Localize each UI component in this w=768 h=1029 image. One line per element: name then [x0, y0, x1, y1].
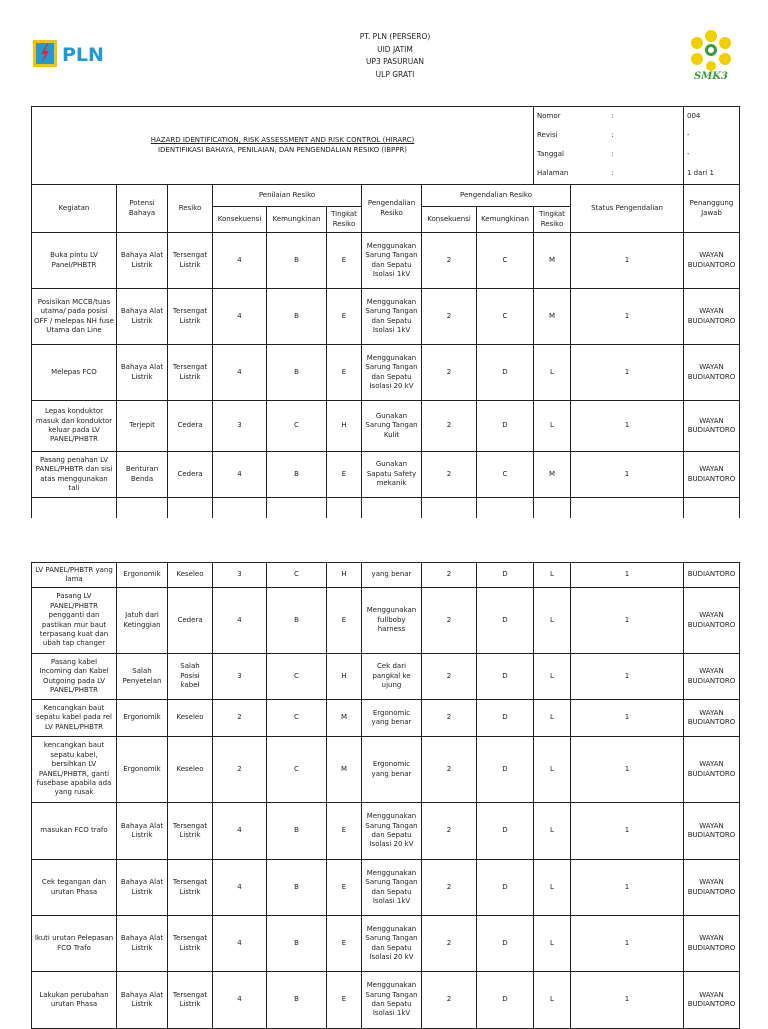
table-cell: 2 [422, 654, 477, 700]
table-cell: B [267, 345, 327, 401]
table-cell: Ergonomic yang benar [362, 737, 422, 803]
table-cell: 1 [571, 588, 684, 654]
table-cell: B [267, 588, 327, 654]
col-header-konsekuensi-2: Konsekuensi [422, 207, 477, 233]
table-cell: D [477, 803, 534, 860]
table-cell: 1 [571, 654, 684, 700]
table-cell: Salah Posisi kabel [168, 654, 213, 700]
table-cell: Lakukan perubahan urutan Phasa [32, 972, 117, 1029]
table-cell: Menggunakan Sarung Tangan dan Sepatu Isolasi 1kV [362, 289, 422, 345]
table-cell: Benturan Benda [117, 452, 168, 498]
table-cell: 1 [571, 803, 684, 860]
col-header-penilaian: Penilaian Resiko [213, 185, 362, 207]
table-cell: kencangkan baut sepatu kabel, bersihkan LV PANEL/PHBTR, ganti fusebase apabila ada yang rusak [32, 737, 117, 803]
table-cell: 2 [213, 700, 267, 737]
table-cell: WAYAN BUDIANTORO [684, 452, 740, 498]
table-cell: M [534, 233, 571, 289]
table-cell: D [477, 737, 534, 803]
table-cell: L [534, 654, 571, 700]
table-cell: B [267, 233, 327, 289]
table-cell: masukan FCO trafo [32, 803, 117, 860]
table-cell: Tersengat Listrik [168, 233, 213, 289]
table-cell: 2 [422, 588, 477, 654]
col-header-konsekuensi: Konsekuensi [213, 207, 267, 233]
table-cell: 1 [571, 289, 684, 345]
table-cell: Ergonomic yang benar [362, 700, 422, 737]
table-cell: M [534, 452, 571, 498]
table-cell: B [267, 452, 327, 498]
col-header-kemungkinan: Kemungkinan [267, 207, 327, 233]
table-cell: yang benar [362, 563, 422, 588]
table-cell: M [534, 289, 571, 345]
info-sep: : [611, 150, 614, 159]
table-cell: E [327, 916, 362, 972]
table-cell: Jatuh dari Ketinggian [117, 588, 168, 654]
table-cell: WAYAN BUDIANTORO [684, 401, 740, 452]
table-cell: 1 [571, 345, 684, 401]
table-row [32, 803, 740, 860]
table-cell: Tersengat Listrik [168, 289, 213, 345]
table-cell: Melepas FCO [32, 345, 117, 401]
table-row [32, 737, 740, 803]
table-cell: Tersengat Listrik [168, 916, 213, 972]
table-cell: 2 [422, 233, 477, 289]
table-cell: Ergonomik [117, 700, 168, 737]
table-cell: 3 [213, 654, 267, 700]
company-line: ULP GRATI [375, 69, 415, 79]
table-cell: Cedera [168, 452, 213, 498]
smk3-logo-text: SMK3 [694, 71, 728, 82]
table-cell: 1 [571, 860, 684, 916]
col-header-pengendalian-group: Pengendalian Resiko [422, 185, 571, 207]
table-cell: BUDIANTORO [684, 563, 740, 588]
table-cell: 2 [422, 803, 477, 860]
page-break-gap [0, 518, 768, 562]
table-cell: L [534, 972, 571, 1029]
col-header-potensi: Potensi Bahaya [117, 185, 168, 233]
table-cell: WAYAN BUDIANTORO [684, 345, 740, 401]
table-cell: 1 [571, 401, 684, 452]
table-cell: L [534, 916, 571, 972]
table-cell: 4 [213, 860, 267, 916]
table-cell: Menggunakan fullboby harness [362, 588, 422, 654]
table-cell: Pasang LV PANEL/PHBTR pengganti dan pastikan mur baut terpasang kuat dan ubah tap changer [32, 588, 117, 654]
table-cell: Menggunakan Sarung Tangan dan Sepatu Isolasi 1kV [362, 972, 422, 1029]
table-cell: E [327, 972, 362, 1029]
table-cell: Keseleo [168, 700, 213, 737]
pln-logo-text: PLN [62, 44, 104, 66]
table-row [32, 233, 740, 289]
table-cell: 4 [213, 803, 267, 860]
info-label-nomor: Nomor [537, 112, 561, 121]
table-cell: C [477, 233, 534, 289]
pln-logo [33, 39, 123, 73]
table-cell: Posisikan MCCB/tuas utama/ pada posisi OFF / melepas NH fuse Utama dan Line [32, 289, 117, 345]
table-cell: M [327, 737, 362, 803]
table-cell: Keseleo [168, 563, 213, 588]
table-row [32, 972, 740, 1029]
table-cell: Bahaya Alat Listrik [117, 803, 168, 860]
hirarc-table-page-1 [31, 106, 740, 558]
table-cell: Tersengat Listrik [168, 860, 213, 916]
table-cell: 1 [571, 563, 684, 588]
table-cell: Ergonomik [117, 737, 168, 803]
table-cell: 4 [213, 345, 267, 401]
table-cell: Gunakan Sarung Tangan Kulit [362, 401, 422, 452]
doc-info-value-table [684, 108, 739, 184]
table-row [32, 588, 740, 654]
table-cell: L [534, 803, 571, 860]
table-cell: L [534, 860, 571, 916]
table-cell: Gunakan Sapatu Safety mekanik [362, 452, 422, 498]
table-body-page-2 [32, 563, 740, 1029]
table-cell: Menggunakan Sarung Tangan dan Sepatu Isolasi 20 kV [362, 345, 422, 401]
table-cell: M [327, 700, 362, 737]
table-cell: B [267, 289, 327, 345]
table-cell: D [477, 345, 534, 401]
table-cell: 2 [422, 563, 477, 588]
table-cell: E [327, 588, 362, 654]
table-cell: WAYAN BUDIANTORO [684, 972, 740, 1029]
table-body-page-1 [32, 233, 740, 558]
table-cell: 2 [422, 700, 477, 737]
info-value-halaman: 1 dari 1 [687, 169, 714, 178]
table-cell: LV PANEL/PHBTR yang lama [32, 563, 117, 588]
table-cell: WAYAN BUDIANTORO [684, 700, 740, 737]
col-header-pj: Penanggung Jawab [684, 185, 740, 233]
table-row [32, 563, 740, 588]
col-header-status: Status Pengendalian [571, 185, 684, 233]
company-line: PT. PLN (PERSERO) [359, 32, 431, 41]
table-cell: 2 [422, 972, 477, 1029]
info-label-tanggal: Tanggal [537, 150, 564, 159]
table-cell: Tersengat Listrik [168, 972, 213, 1029]
table-cell: 2 [422, 452, 477, 498]
table-cell: Pasang kabel Incoming dan Kabel Outgoing pada LV PANEL/PHBTR [32, 654, 117, 700]
table-cell: E [327, 289, 362, 345]
table-cell: L [534, 401, 571, 452]
table-cell: Cek dari pangkal ke ujung [362, 654, 422, 700]
table-cell: 1 [571, 452, 684, 498]
table-cell: Keseleo [168, 737, 213, 803]
table-cell: D [477, 563, 534, 588]
table-cell: 1 [571, 233, 684, 289]
table-cell: Bahaya Alat Listrik [117, 916, 168, 972]
table-cell: Salah Penyetelan [117, 654, 168, 700]
table-cell: 4 [213, 588, 267, 654]
info-label-halaman: Halaman [537, 169, 569, 178]
table-cell: H [327, 401, 362, 452]
table-cell: Menggunakan Sarung Tangan dan Sepatu Isolasi 1kV [362, 860, 422, 916]
table-cell: D [477, 860, 534, 916]
table-cell: Cedera [168, 401, 213, 452]
company-line: UID JATIM [377, 44, 413, 54]
table-cell: 2 [213, 737, 267, 803]
table-cell: WAYAN BUDIANTORO [684, 803, 740, 860]
table-cell: E [327, 345, 362, 401]
table-cell: Pasang penahan LV PANEL/PHBTR dan sisi atas menggunakan tali [32, 452, 117, 498]
table-cell: 2 [422, 345, 477, 401]
table-cell: 1 [571, 737, 684, 803]
col-header-kegiatan: Kegiatan [32, 185, 117, 233]
table-row [32, 345, 740, 401]
table-cell: Buka pintu LV Panel/PHBTR [32, 233, 117, 289]
company-line: UP3 PASURUAN [365, 57, 425, 67]
doc-info-labels [534, 107, 684, 185]
table-cell: C [477, 452, 534, 498]
table-cell: 2 [422, 916, 477, 972]
table-row [32, 654, 740, 700]
table-cell: Terjepit [117, 401, 168, 452]
table-cell: Bahaya Alat Listrik [117, 345, 168, 401]
smk3-logo [684, 28, 738, 86]
table-cell: E [327, 803, 362, 860]
table-cell: WAYAN BUDIANTORO [684, 233, 740, 289]
info-value-tanggal: - [687, 150, 690, 159]
doc-info-values [684, 107, 740, 185]
table-cell: Ergonomik [117, 563, 168, 588]
table-row [32, 860, 740, 916]
table-cell: WAYAN BUDIANTORO [684, 588, 740, 654]
table-cell: 3 [213, 563, 267, 588]
table-cell: 2 [422, 401, 477, 452]
table-cell: WAYAN BUDIANTORO [684, 860, 740, 916]
table-cell: WAYAN BUDIANTORO [684, 737, 740, 803]
info-sep: : [611, 112, 614, 121]
table-cell: 2 [422, 737, 477, 803]
document-title-cell [32, 107, 534, 185]
table-cell: B [267, 972, 327, 1029]
table-cell: Cedera [168, 588, 213, 654]
info-value-revisi: - [687, 131, 690, 140]
info-sep: : [611, 131, 614, 140]
document-subtitle: IDENTIFIKASI BAHAYA, PENILAIAN, DAN PENGENDALIAN RESIKO (IBPPR) [157, 145, 408, 154]
table-cell: D [477, 401, 534, 452]
table-cell: E [327, 233, 362, 289]
table-cell: 1 [571, 700, 684, 737]
table-cell: D [477, 700, 534, 737]
table-row [32, 700, 740, 737]
table-cell: WAYAN BUDIANTORO [684, 289, 740, 345]
table-cell: B [267, 916, 327, 972]
table-cell: 3 [213, 401, 267, 452]
document-title: HAZARD IDENTIFICATION, RISK ASSESSMENT AND RISK CONTROL (HIRARC) [150, 136, 415, 145]
table-cell: L [534, 563, 571, 588]
table-cell: Bahaya Alat Listrik [117, 233, 168, 289]
table-cell: 4 [213, 452, 267, 498]
table-cell: 1 [571, 916, 684, 972]
table-cell: Menggunakan Sarung Tangan dan Sepatu Isolasi 20 kV [362, 916, 422, 972]
table-cell: 2 [422, 860, 477, 916]
table-row [32, 401, 740, 452]
table-cell: L [534, 700, 571, 737]
table-cell: Menggunakan Sarung Tangan dan Sepatu Isolasi 20 kV [362, 803, 422, 860]
table-cell: Tersengat Listrik [168, 345, 213, 401]
table-cell: 2 [422, 289, 477, 345]
table-cell: L [534, 588, 571, 654]
table-cell: L [534, 737, 571, 803]
table-cell: D [477, 972, 534, 1029]
table-cell: WAYAN BUDIANTORO [684, 916, 740, 972]
table-cell: 4 [213, 972, 267, 1029]
table-cell: Bahaya Alat Listrik [117, 289, 168, 345]
info-sep: : [611, 169, 614, 178]
table-cell: E [327, 860, 362, 916]
table-cell: 4 [213, 289, 267, 345]
table-cell: B [267, 803, 327, 860]
table-cell: Lepas konduktor masuk dan konduktor keluar pada LV PANEL/PHBTR [32, 401, 117, 452]
table-row [32, 916, 740, 972]
info-value-nomor: 004 [687, 112, 701, 121]
table-cell: Tersengat Listrik [168, 803, 213, 860]
info-label-revisi: Revisi [537, 131, 558, 140]
table-cell: C [267, 700, 327, 737]
table-cell: 1 [571, 972, 684, 1029]
table-cell: Bahaya Alat Listrik [117, 972, 168, 1029]
table-cell: L [534, 345, 571, 401]
table-cell: D [477, 916, 534, 972]
table-cell: Cek tegangan dan urutan Phasa [32, 860, 117, 916]
table-cell: Ikuti urutan Pelepasan FCO Trafo [32, 916, 117, 972]
table-cell: Menggunakan Sarung Tangan dan Sepatu Isolasi 1kV [362, 233, 422, 289]
table-cell: H [327, 563, 362, 588]
table-cell: B [267, 860, 327, 916]
hirarc-table-page-2 [31, 562, 740, 1029]
table-cell: C [267, 401, 327, 452]
doc-info-label-table [534, 108, 683, 184]
table-cell: E [327, 452, 362, 498]
col-header-tingkat-2: Tingkat Resiko [534, 207, 571, 233]
table-cell: C [477, 289, 534, 345]
table-cell: D [477, 654, 534, 700]
table-cell: 4 [213, 916, 267, 972]
col-header-resiko: Resiko [168, 185, 213, 233]
table-cell: C [267, 737, 327, 803]
table-cell: 4 [213, 233, 267, 289]
table-cell: Bahaya Alat Listrik [117, 860, 168, 916]
table-cell: C [267, 654, 327, 700]
table-cell: C [267, 563, 327, 588]
col-header-tingkat: Tingkat Resiko [327, 207, 362, 233]
table-cell: Kencangkan baut sepatu kabel pada rel LV PANEL/PHBTR [32, 700, 117, 737]
col-header-kemungkinan-2: Kemungkinan [477, 207, 534, 233]
company-header [300, 31, 490, 81]
table-cell: D [477, 588, 534, 654]
table-cell: H [327, 654, 362, 700]
table-cell: WAYAN BUDIANTORO [684, 654, 740, 700]
table-row [32, 289, 740, 345]
col-header-pengendalian: Pengendalian Resiko [362, 185, 422, 233]
table-row [32, 452, 740, 498]
